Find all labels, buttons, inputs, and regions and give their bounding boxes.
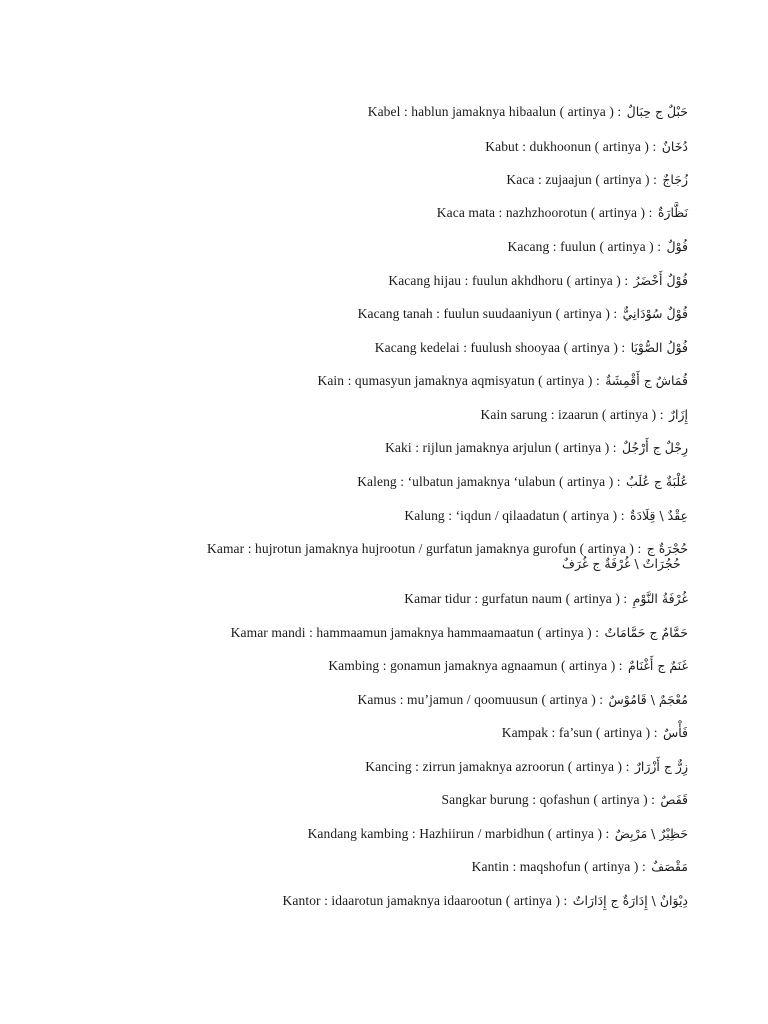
entry-arabic: فُوْلُ الصُّوْيَا	[630, 340, 688, 355]
entry-latin: Kalung : ‘iqdun / qilaadatun ( artinya ) :	[404, 508, 625, 523]
entry-kantor	[88, 893, 688, 909]
entry-latin: Kacang hijau : fuulun akhdhoru ( artinya ) :	[388, 273, 629, 288]
entry-kantin	[88, 859, 688, 875]
entry-latin: Kamar : hujrotun jamaknya hujrootun / gurfatun jamaknya gurofun ( artinya ) :	[207, 541, 642, 556]
entry-latin: Kamar mandi : hammaamun jamaknya hammaamaatun ( artinya ) :	[230, 625, 600, 640]
entry-arabic-continued: حُجُرَاتٌ \ غُرْفَةٌ ج غُرَفٌ	[562, 556, 681, 571]
entry-arabic: إِزَارٌ	[668, 407, 688, 422]
entry-kamus	[88, 692, 688, 708]
entry-kacang-kedelai	[88, 340, 688, 356]
entry-latin: Kampak : fa’sun ( artinya ) :	[501, 725, 658, 740]
entry-arabic: مُعْجَمٌ \ قَامُوْسٌ	[608, 692, 688, 707]
entry-latin: Sangkar burung : qofashun ( artinya ) :	[441, 792, 655, 807]
entry-latin: Kantin : maqshofun ( artinya ) :	[471, 859, 646, 874]
entry-kaki	[88, 440, 688, 456]
entry-latin: Kaca mata : nazhzhoorotun ( artinya ) :	[436, 205, 653, 220]
entry-latin: Kambing : gonamun jamaknya agnaamun ( artinya ) :	[328, 658, 623, 673]
entry-kabut	[88, 139, 688, 155]
entry-latin: Kamar tidur : gurfatun naum ( artinya ) :	[404, 591, 628, 606]
entry-arabic: مَقْصَفٌ	[651, 859, 688, 874]
entry-arabic: نَظَّارَةٌ	[657, 205, 688, 220]
entry-kaca-mata	[88, 205, 688, 221]
entry-kain	[88, 373, 688, 389]
entry-arabic: عُلْبَةٌ ج عُلَبٌ	[626, 474, 688, 489]
entry-kamar-tidur	[88, 591, 688, 607]
entry-latin: Kaca : zujaajun ( artinya ) :	[506, 172, 657, 187]
entry-latin: Kabel : hablun jamaknya hibaalun ( artinya ) :	[367, 104, 622, 119]
entry-latin: Kacang tanah : fuulun suudaaniyun ( artinya ) :	[357, 306, 618, 321]
entry-sangkar-burung	[88, 792, 688, 808]
entry-arabic: زِرٌّ ج أَزْرَارٌ	[634, 759, 688, 774]
entry-arabic: حَمَّامٌ ج حَمَّامَاتٌ	[604, 625, 688, 640]
entry-kancing	[88, 759, 688, 775]
entry-kampak	[88, 725, 688, 741]
entry-kambing	[88, 658, 688, 674]
entry-latin: Kabut : dukhoonun ( artinya ) :	[485, 139, 657, 154]
entry-arabic: غُرْفَةُ النَّوْمِ	[632, 591, 688, 606]
entry-latin: Kain : qumasyun jamaknya aqmisyatun ( artinya ) :	[317, 373, 600, 388]
entry-kalung	[88, 508, 688, 524]
entry-arabic: رِجْلٌ ج أَرْجُلٌ	[622, 440, 688, 455]
entry-latin: Kancing : zirrun jamaknya azroorun ( artinya ) :	[365, 759, 630, 774]
entry-arabic: دِيْوَانٌ \ إِدَارَةٌ ج إِدَارَاتٌ	[572, 893, 688, 908]
entry-latin: Kaleng : ‘ulbatun jamaknya ‘ulabun ( artinya ) :	[357, 474, 621, 489]
entry-latin: Kacang kedelai : fuulush shooyaa ( artinya ) :	[374, 340, 626, 355]
entry-kandang-kambing	[88, 826, 688, 842]
entry-latin: Kaki : rijlun jamaknya arjulun ( artinya ) :	[385, 440, 617, 455]
entry-latin: Kamus : mu’jamun / qoomuusun ( artinya ) :	[357, 692, 604, 707]
entry-kacang-hijau	[88, 273, 688, 289]
entry-arabic: حَبْلٌ ج حِبَالٌ	[626, 104, 688, 119]
entry-arabic: عِقْدٌ \ قِلَادَةٌ	[629, 508, 688, 523]
entry-kamar-mandi	[88, 625, 688, 641]
entry-kaleng	[88, 474, 688, 490]
entry-arabic: فُوْلٌ سُوْدَانِيٌّ	[622, 306, 688, 321]
entry-arabic: حُجْرَةٌ ج	[646, 541, 688, 556]
entry-arabic: زُجَاجٌ	[662, 172, 688, 187]
entry-kain-sarung	[88, 407, 688, 423]
entry-latin: Kantor : idaarotun jamaknya idaarootun ( artinya ) :	[282, 893, 568, 908]
entry-latin: Kain sarung : izaarun ( artinya ) :	[480, 407, 664, 422]
entry-arabic: غَنَمٌ ج أَغْنَامٌ	[628, 658, 688, 673]
entry-arabic: قُمَاشٌ ج أَقْمِشَةٌ	[605, 373, 688, 388]
entry-latin: Kacang : fuulun ( artinya ) :	[507, 239, 662, 254]
entry-latin: Kandang kambing : Hazhiirun / marbidhun ( artinya ) :	[307, 826, 610, 841]
entry-arabic: دُخَانٌ	[661, 139, 688, 154]
entry-arabic: فَأْسٌ	[662, 725, 688, 740]
entry-kaca	[88, 172, 688, 188]
entry-kabel	[88, 104, 688, 120]
entry-kacang	[88, 239, 688, 255]
entry-arabic: حَظِيْرٌ \ مَرْبِضٌ	[614, 826, 688, 841]
entry-arabic: فُوْلٌ	[666, 239, 688, 254]
entry-arabic: فُوْلٌ أَخْضَرُ	[633, 273, 688, 288]
entry-kamar	[128, 541, 688, 571]
entry-arabic: قَفَصٌ	[660, 792, 688, 807]
entry-kacang-tanah	[88, 306, 688, 322]
